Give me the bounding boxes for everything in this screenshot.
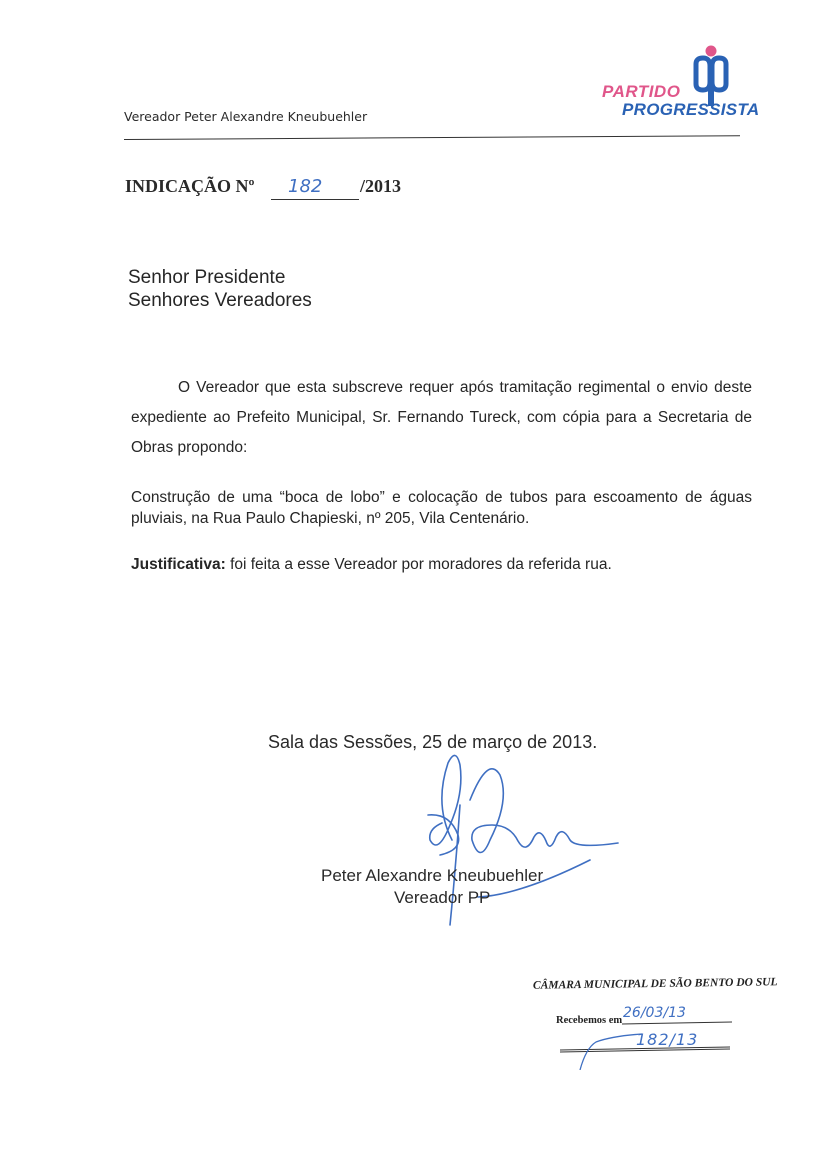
- salutation-councilors: Senhores Vereadores: [128, 290, 312, 311]
- author-header: Vereador Peter Alexandre Kneubuehler: [124, 109, 368, 124]
- salutation-president: Senhor Presidente: [128, 267, 286, 288]
- header-rule: [124, 135, 740, 140]
- request-paragraph: O Vereador que esta subscreve requer após tramitação regimental o envio deste expediente ao Prefeito Municipal, Sr. Fernando Tureck, com cópia para a Secretaria de Obras propondo:: [131, 379, 752, 456]
- proposal-paragraph: Construção de uma “boca de lobo” e colocação de tubos para escoamento de águas pluviais, na Rua Paulo Chapieski, nº 205, Vila Centenário.: [131, 489, 752, 527]
- justification-paragraph: [131, 555, 752, 575]
- protocol-number: 182/13: [636, 1030, 699, 1049]
- indicacao-blank-line: [271, 199, 359, 200]
- justification-label: Justificativa:: [131, 556, 226, 573]
- signer-name: Peter Alexandre Kneubuehler: [321, 866, 544, 885]
- justification-text: foi feita a esse Vereador por moradores da referida rua.: [225, 556, 612, 573]
- place-date: Sala das Sessões, 25 de março de 2013.: [268, 732, 598, 752]
- signer-role: Vereador PP: [394, 888, 491, 907]
- received-label: Recebemos em: [556, 1015, 623, 1026]
- indicacao-number: 182: [288, 176, 323, 197]
- council-stamp-title: CÂMARA MUNICIPAL DE SÃO BENTO DO SUL: [532, 976, 778, 992]
- indicacao-year: /2013: [360, 176, 402, 196]
- logo-text-partido: PARTIDO: [602, 82, 681, 101]
- logo-text-progressista: PROGRESSISTA: [622, 100, 760, 119]
- indicacao-label: INDICAÇÃO Nº: [125, 176, 255, 196]
- received-date: 26/03/13: [623, 1005, 686, 1021]
